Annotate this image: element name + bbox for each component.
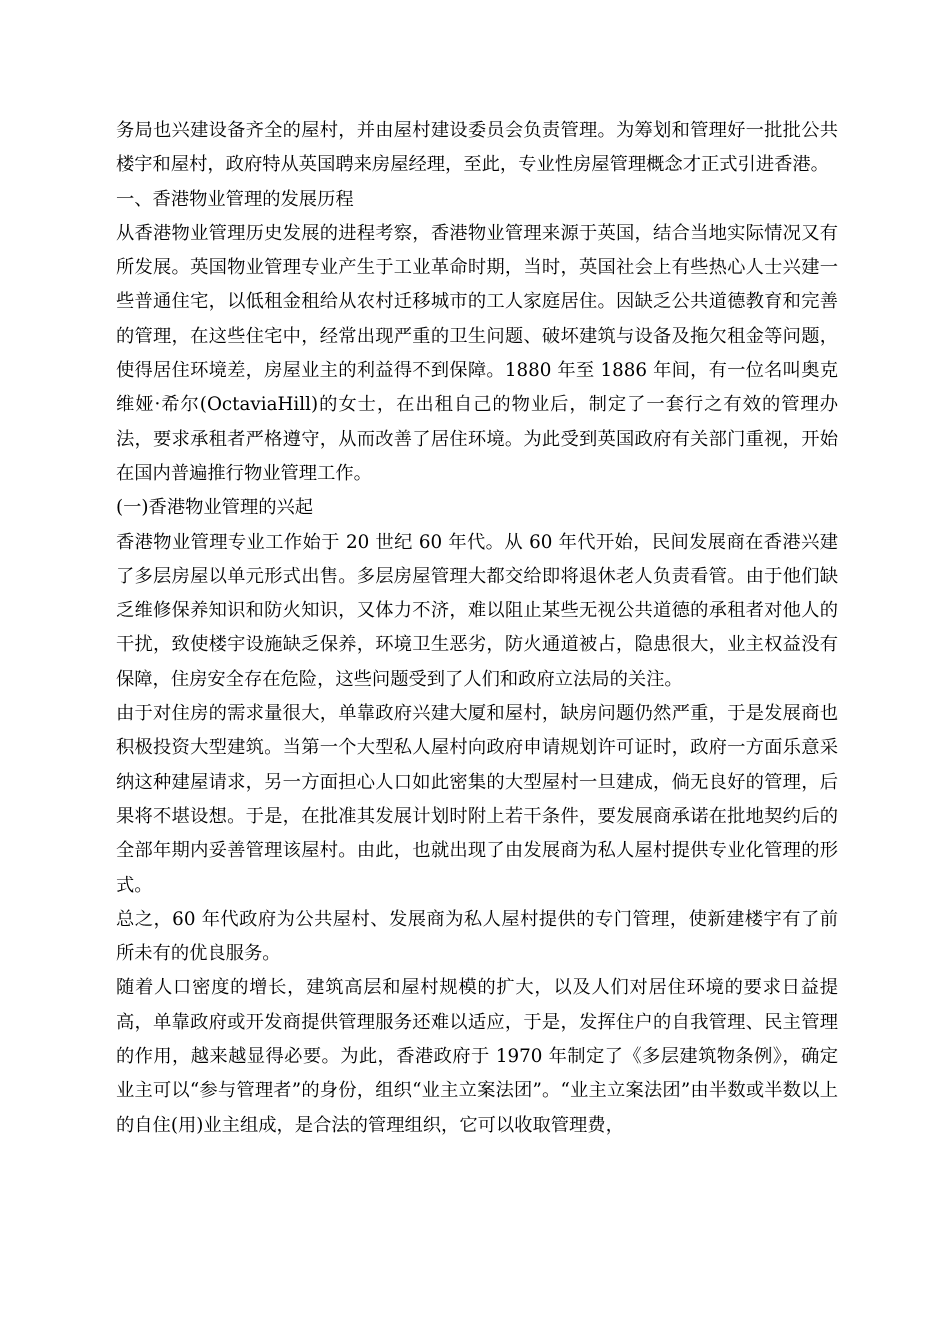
paragraph-1960s-start: 香港物业管理专业工作始于 20 世纪 60 年代。从 60 年代开始，民间发展商在香港兴建了多层房屋以单元形式出售。多层房屋管理大都交给即将退休老人负责看管。由于他们缺乏维修保养知识和防火知识，又体力不济，难以阻止某些无视公共道德的承租者对他人的干扰，致使楼宇设施缺乏保养，环境卫生恶劣，防火通道被占，隐患很大，业主权益没有保障，住房安全存在危险，这些问题受到了人们和政府立法局的关注。: [116, 531, 838, 690]
paragraph-ordinance: 随着人口密度的增长，建筑高层和屋村规模的扩大，以及人们对居住环境的要求日益提高，单靠政府或开发商提供管理服务还难以适应，于是，发挥住户的自我管理、民主管理的作用，越来越显得必要。为此，香港政府于 1970 年制定了《多层建筑物条例》，确定业主可以“参与管理者”的身份，组织“业主立案法团”。“业主立案法团”由半数或半数以上的自住(用)业主组成，是合法的管理组织，它可以收取管理费，: [116, 977, 838, 1136]
document-body: [116, 114, 838, 1143]
paragraph-intro: 务局也兴建设备齐全的屋村，并由屋村建设委员会负责管理。为筹划和管理好一批批公共楼宇和屋村，政府特从英国聘来房屋经理，至此，专业性房屋管理概念才正式引进香港。: [116, 120, 838, 176]
paragraph-summary: 总之，60 年代政府为公共屋村、发展商为私人屋村提供的专门管理，使新建楼宇有了前所未有的优良服务。: [116, 908, 838, 965]
section-heading-1: 一、香港物业管理的发展历程: [116, 188, 354, 210]
subsection-heading-1: (一)香港物业管理的兴起: [116, 497, 314, 519]
paragraph-developers: 由于对住房的需求量很大，单靠政府兴建大厦和屋村，缺房问题仍然严重，于是发展商也积极投资大型建筑。当第一个大型私人屋村向政府申请规划许可证时，政府一方面乐意采纳这种建屋请求，另一方面担心人口如此密集的大型屋村一旦建成，倘无良好的管理，后果将不堪设想。于是，在批准其发展计划时附上若干条件，要发展商承诺在批地契约后的全部年期内妥善管理该屋村。由此，也就出现了由发展商为私人屋村提供专业化管理的形式。: [116, 703, 838, 896]
paragraph-uk-origin: 从香港物业管理历史发展的进程考察，香港物业管理来源于英国，结合当地实际情况又有所发展。英国物业管理专业产生于工业革命时期，当时，英国社会上有些热心人士兴建一些普通住宅，以低租金租给从农村迁移城市的工人家庭居住。因缺乏公共道德教育和完善的管理，在这些住宅中，经常出现严重的卫生问题、破坏建筑与设备及拖欠租金等问题，使得居住环境差，房屋业主的利益得不到保障。1880 年至 1886 年间，有一位名叫奥克维娅·希尔(OctaviaHill)的女士，在出租自己的物业后，制定了一套行之有效的管理办法，要求承租者严格遵守，从而改善了居住环境。为此受到英国政府有关部门重视，开始在国内普遍推行物业管理工作。: [116, 222, 838, 484]
